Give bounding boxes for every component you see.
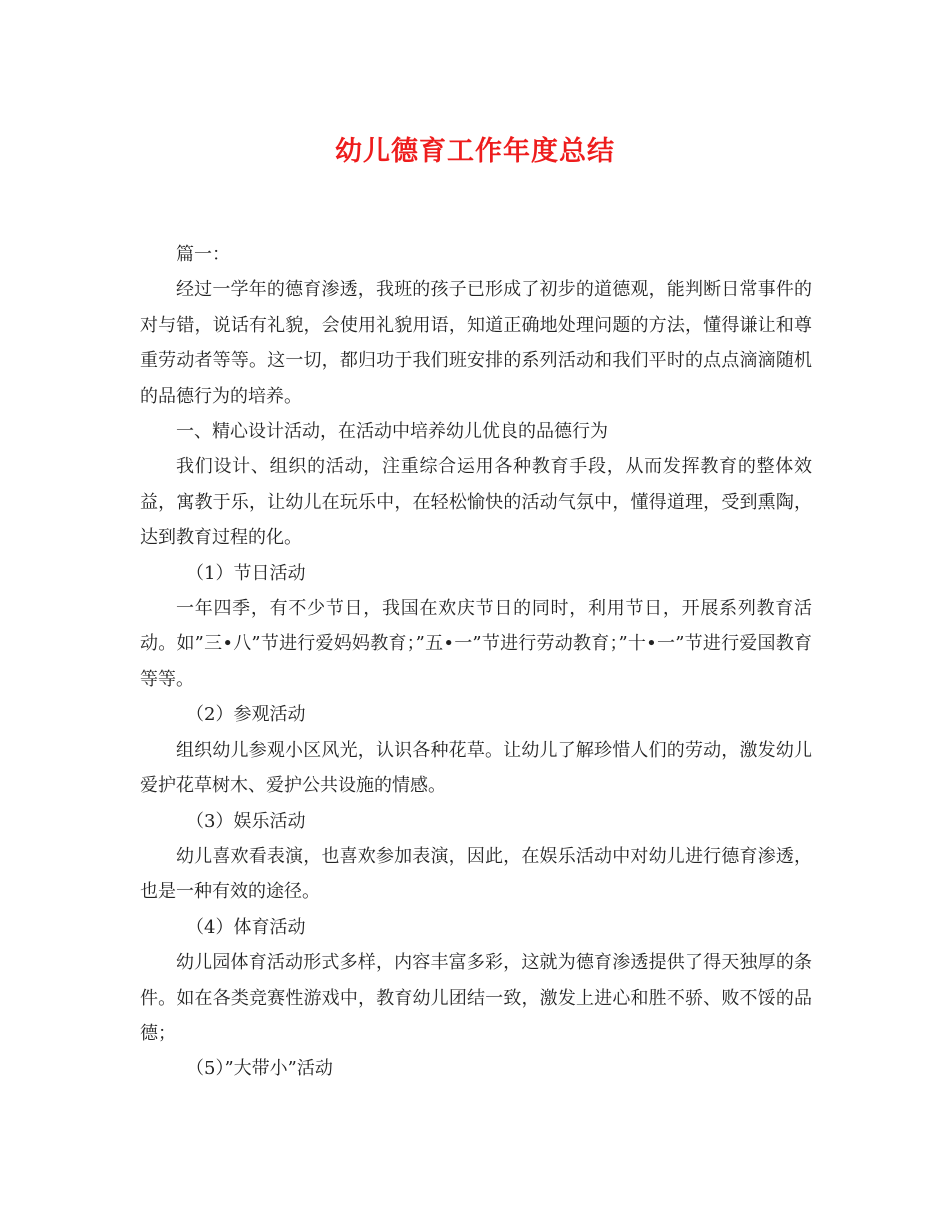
subsection-heading: （2）参观活动 <box>186 704 306 726</box>
section-heading: 一、精心设计活动，在活动中培养幼儿优良的品德行为 <box>176 421 608 443</box>
paragraph: 一年四季，有不少节日，我国在欢庆节日的同时，利用节日，开展系列教育活动。如”三•八”节进行爱妈妈教育；”五•一”节进行劳动教育；”十•一”节进行爱国教育等等。 <box>140 598 812 690</box>
subsection-heading: （1）节日活动 <box>186 562 306 584</box>
paragraph: 我们设计、组织的活动，注重综合运用各种教育手段，从而发挥教育的整体效益，寓教于乐，让幼儿在玩乐中，在轻松愉快的活动气氛中，懂得道理，受到熏陶，达到教育过程的化。 <box>140 456 812 549</box>
paragraph: 组织幼儿参观小区风光，认识各种花草。让幼儿了解珍惜人们的劳动，激发幼儿爱护花草树木、爱护公共设施的情感。 <box>140 739 812 797</box>
paragraph: 幼儿喜欢看表演，也喜欢参加表演，因此，在娱乐活动中对幼儿进行德育渗透，也是一种有效的途径。 <box>140 845 812 903</box>
subsection-heading: （5）”大带小”活动 <box>186 1058 333 1080</box>
paragraph: 经过一学年的德育渗透，我班的孩子已形成了初步的道德观，能判断日常事件的对与错，说话有礼貌，会使用礼貌用语，知道正确地处理问题的方法，懂得谦让和尊重劳动者等等。这一切，都归功于我们班安排的系列活动和我们平时的点点滴滴随机的品德行为的培养。 <box>140 279 812 407</box>
subsection-heading: （3）娱乐活动 <box>186 810 306 832</box>
paragraph: 篇一： <box>176 244 230 265</box>
document-title: 幼儿德育工作年度总结 <box>335 136 615 167</box>
subsection-heading: （4）体育活动 <box>186 916 306 938</box>
paragraph: 幼儿园体育活动形式多样，内容丰富多彩，这就为德育渗透提供了得天独厚的条件。如在各类竞赛性游戏中，教育幼儿团结一致，激发上进心和胜不骄、败不馁的品德； <box>140 952 812 1044</box>
document-body <box>140 237 812 1087</box>
